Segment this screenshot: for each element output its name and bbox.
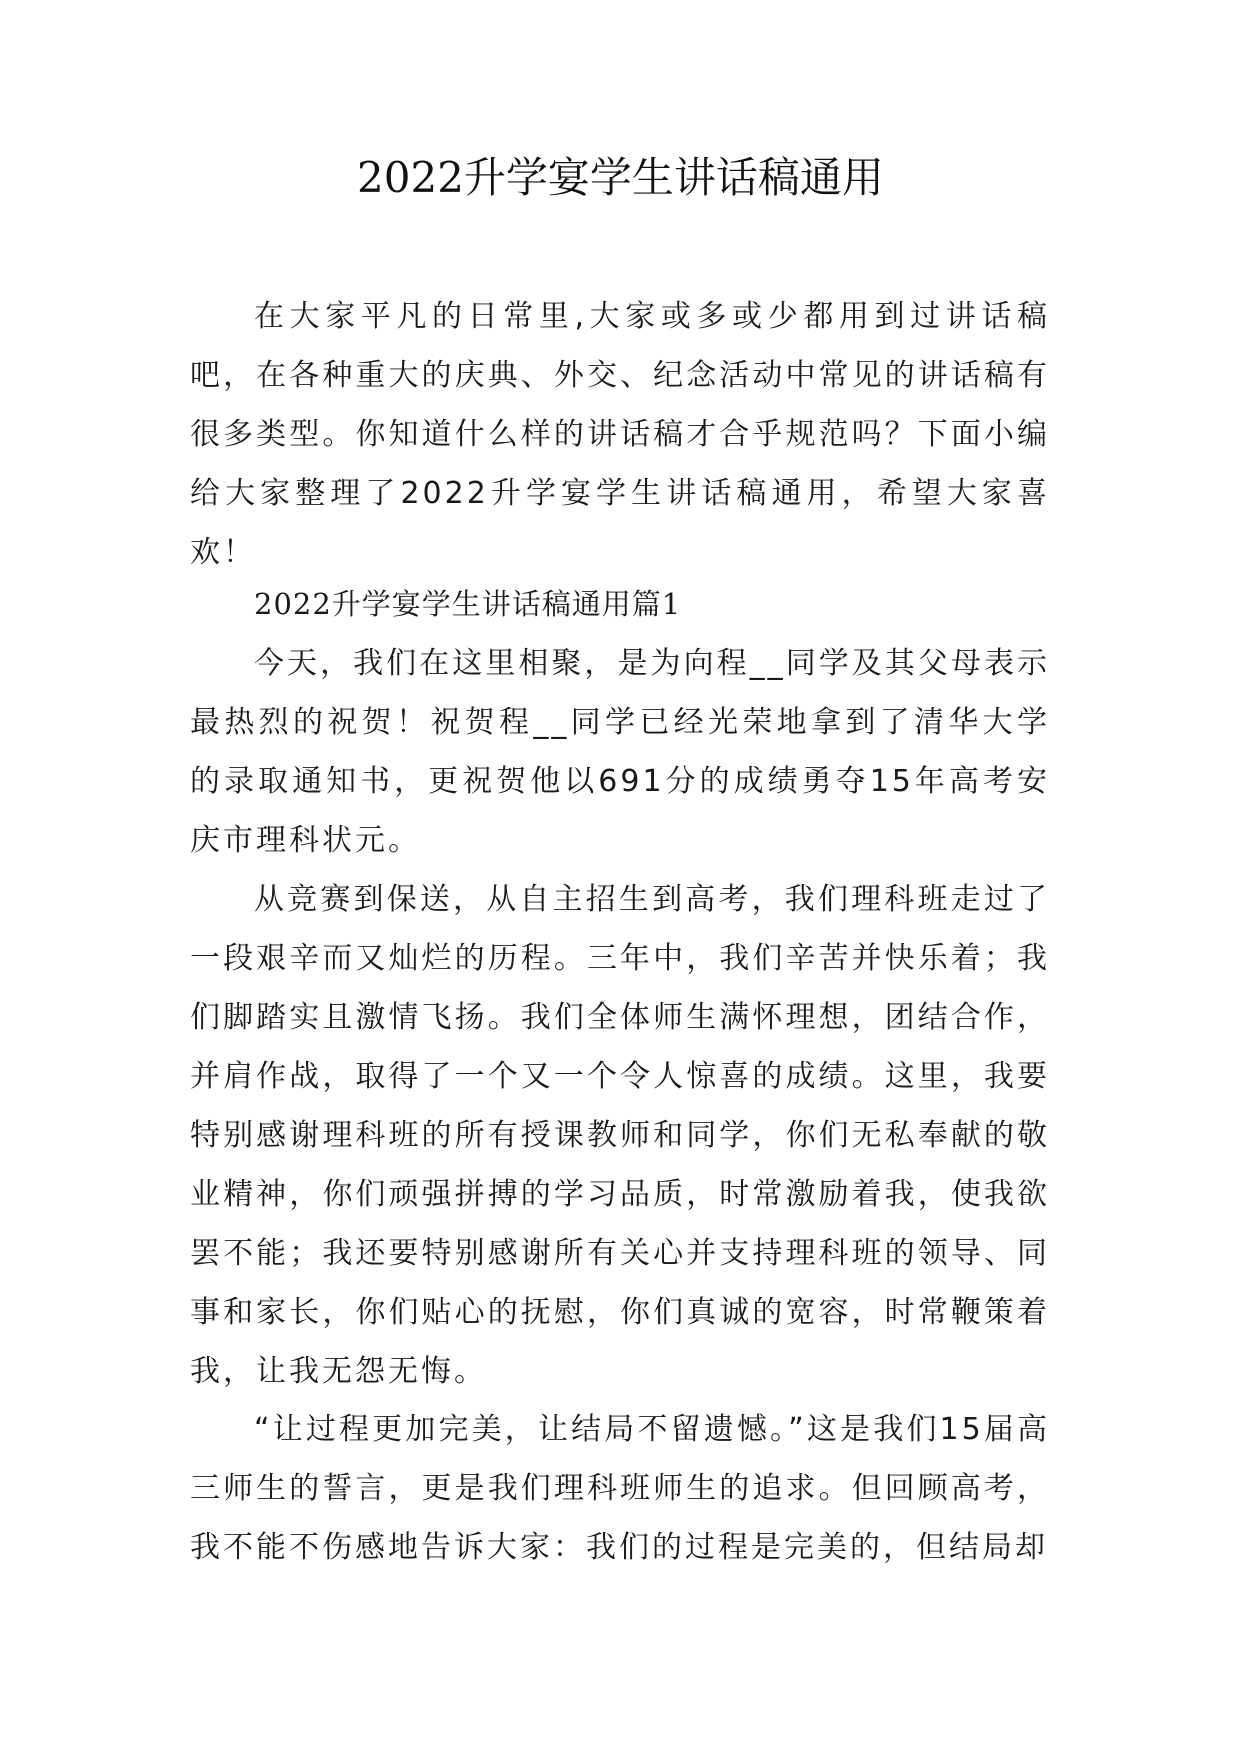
document-title: 2022升学宴学生讲话稿通用 (357, 153, 884, 202)
section-heading: 2022升学宴学生讲话稿通用篇1 (254, 587, 682, 621)
intro-paragraph: 在大家平凡的日常里,大家或多或少都用到过讲话稿吧，在各种重大的庆典、外交、纪念活动中常见的讲话稿有很多类型。你知道什么样的讲话稿才合乎规范吗？下面小编给大家整理了2022升学宴学生讲话稿通用，希望大家喜欢！ (190, 299, 1050, 570)
body-paragraph-2: 从竞赛到保送，从自主招生到高考，我们理科班走过了一段艰辛而又灿烂的历程。三年中，我们辛苦并快乐着；我们脚踏实且激情飞扬。我们全体师生满怀理想，团结合作，并肩作战，取得了一个又一个令人惊喜的成绩。这里，我要特别感谢理科班的所有授课教师和同学，你们无私奉献的敬业精神，你们顽强拼搏的学习品质，时常激励着我，使我欲罢不能；我还要特别感谢所有关心并支持理科班的领导、同事和家长，你们贴心的抚慰，你们真诚的宽容，时常鞭策着我，让我无怨无悔。 (190, 882, 1050, 1389)
body-paragraph-1: 今天，我们在这里相聚，是为向程__同学及其父母表示最热烈的祝贺！祝贺程__同学已经光荣地拿到了清华大学的录取通知书，更祝贺他以691分的成绩勇夺15年高考安庆市理科状元。 (190, 646, 1050, 858)
body-paragraph-3: “让过程更加完美，让结局不留遗憾。”这是我们15届高三师生的誓言，更是我们理科班师生的追求。但回顾高考，我不能不伤感地告诉大家：我们的过程是完美的，但结局却 (190, 1412, 1050, 1565)
